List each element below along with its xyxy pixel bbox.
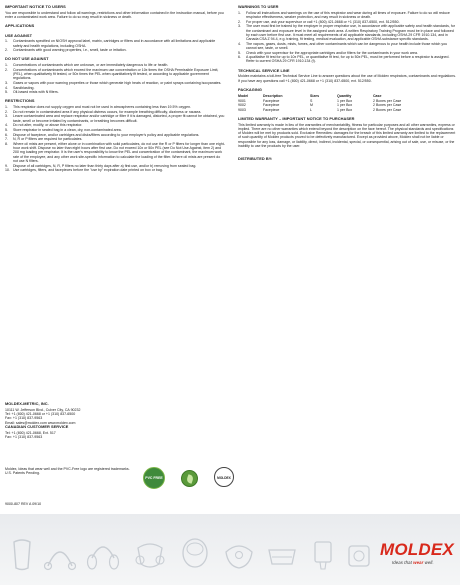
- customer-service-heading: CANADIAN CUSTOMER SERVICE: [5, 423, 69, 429]
- table-cell: 2 Boxes per Case: [373, 99, 402, 104]
- folded-respirator-icon: [266, 538, 298, 572]
- list-item: 4. Do not alter, modify, or abuse this respirator.: [5, 123, 83, 128]
- dispenser-icon: [310, 538, 336, 572]
- packaging-table: [238, 94, 423, 112]
- table-cell: Facepiece: [263, 107, 280, 112]
- filter-cartridge-icon: [344, 538, 374, 572]
- list-item: 4. Sandblasting.: [5, 85, 35, 90]
- column-header: Model: [238, 94, 249, 99]
- list-item: 1. Follow all instructions and warnings on the use of this respirator and wear during all times of exposure. Failure to do so will reduce respirator effectiveness, weaker protection, and may result in sickness or death.: [238, 10, 450, 19]
- list-item: 3. The user must first be trained by the employer in proper respirator use, in accordance with applicable safety and health standards, for the contaminant and exposure level in the assigned work area. A written Respiratory Training Program must be in place and followed by each user before first use. It must meet all requirements of all applicable standards, including OSHA 29 CFR 1910.134, and in Canada CSA Z 94.4, e.g. training, fit testing, medical evaluation, and applicable OSHA substance specific standards.: [238, 24, 455, 42]
- service-text: Moldex maintains a toll-free Technical Service Line to answer questions about the use of Moldex respirators, contaminants and regulations. If you have any questions call +1 (800) 421-0668 or +1 (310) 837-6500, ext. 512/550.: [238, 74, 456, 83]
- customer-service-fax: Fax: +1 (310) 837-9563: [5, 434, 43, 439]
- column-header: Case: [373, 94, 382, 99]
- list-item: 2. Contaminants with good warning properties, i.e., smell, taste or irritation.: [5, 48, 127, 53]
- list-item: 3. Leave contaminated area and replace respirator and/or cartridge or filter if it is damaged, distorted, a proper fit cannot be obtained, you taste, smell or become irritated by contaminants, or breathing becomes difficult.: [5, 114, 225, 123]
- table-cell: 9002: [238, 103, 246, 108]
- company-fax: Fax: +1 (310) 837-9563: [5, 416, 43, 421]
- trademark-text: Moldex, Ideas that wear well and the PVC-Free logo are registered trademarks. U.S. Patents Pending.: [5, 467, 130, 476]
- packaging-heading: PACKAGING: [238, 86, 262, 92]
- list-item: 10. Use cartridges, filters, and facepieces before the "use by" expiration date printed on box or bag.: [5, 168, 163, 173]
- list-item: 6. A qualitative fit test for up to 10x PEL, or quantitative fit test, for up to 50x PEL, must be performed before a respirator is assigned. Refer to current OSHA 29 CFR 1910.134 (f).: [238, 55, 450, 64]
- table-cell: L: [310, 107, 312, 112]
- warranty-heading: LIMITED WARRANTY – IMPORTANT NOTICE TO PURCHASER: [238, 115, 355, 121]
- pvc-free-seal: PVC FREE: [143, 467, 165, 489]
- moldex-brand: [380, 541, 458, 581]
- banded-earplug-icon: [44, 538, 76, 572]
- service-heading: TECHNICAL SERVICE LINE: [238, 67, 290, 73]
- table-cell: 9001: [238, 99, 246, 104]
- notice-text: You are responsible to understand and follow all warnings, restrictions and other information contained in the instruction manual, before you enter a contaminated work area. Failure to do so may result in sickness or death.: [5, 10, 224, 19]
- list-item: 8. Where oil mists are present, either alone or in combination with solid particulates, do not use the R or P filters for longer than one eight-hour work shift. Dispose no later than eight hours after first use. Do not exceed 10x or 50x PEL (see Do Not Use Against, item 2) and 200 mg loading per respirator. It is the user's responsibility to know the PEL and concentration of the contaminant, the maximum work rate of the employee, and any other work site-specific information to calculate the loading of the filter. Where oil mists are present do not use N filters.: [5, 141, 225, 163]
- list-item: 6. Dispose of facepiece, and/or cartridges and disks/filters according to your employer's policy and applicable regulations.: [5, 132, 200, 137]
- table-cell: 1 per Box: [337, 103, 353, 108]
- applications-heading: APPLICATIONS: [5, 23, 35, 29]
- list-item: 5. Oil-based mists with N filters.: [5, 90, 59, 95]
- notice-heading: IMPORTANT NOTICE TO USERS: [5, 4, 66, 9]
- warranty-text: This limited warranty is made in lieu of the warranties of merchantability, fitness for particular purposes and all other warranties, express or implied. There are no other warranties which extend beyond the description on the face hereof. The physical standards and specifications of Moldex will be met by products sold. Exclusive Remedies: damages for the breach of this limited warranty are limited to the replacement of such quantity of Moldex products proved to be defectively manufactured. Except as provided above, Moldex shall not be liable or responsible for any loss, damage, or liability, direct, indirect, incidental, special, or consequential, arising out of sale, use, or misuse, or the inability to use the products by the user.: [238, 122, 456, 148]
- brand-tagline: Ideas that wear well.: [392, 560, 434, 565]
- moldex-seal: MOLDEX: [214, 467, 234, 487]
- do-not-use-heading: DO NOT USE AGAINST: [5, 56, 49, 62]
- list-item: 2. For proper use, ask your supervisor or call +1 (800) 421-0668 or +1 (310) 837-6500, ext. 512/550.: [238, 19, 400, 24]
- trademark-row: [5, 467, 235, 507]
- list-item: 7. N, R or P filters are required for particulates.: [5, 137, 83, 142]
- left-column: [5, 5, 225, 173]
- table-row: [238, 108, 423, 112]
- list-item: 4. The vapors, gases, dusts, mists, fumes, and other contaminants which can be dangerous to your health include those which you cannot see, taste, or smell.: [238, 41, 448, 50]
- do-not-use-list: [5, 63, 225, 94]
- list-item: 3. Gases or vapors with poor warning properties or those which generate high heats of reaction, or paint sprays containing isocyanates.: [5, 80, 222, 85]
- full-face-mask-icon: [178, 538, 212, 572]
- restrictions-list: [5, 105, 225, 172]
- use-against-list: [5, 39, 225, 52]
- list-item: 1. This respirator does not supply oxygen and must not be used in atmospheres containing less than 19.5% oxygen.: [5, 105, 192, 110]
- customer-service-tel: Tel: +1 (800) 421-0668, Ext. 517: [5, 430, 56, 435]
- list-item: 1. Concentrations of contaminants which are unknown, or are immediately dangerous to life or health.: [5, 63, 169, 68]
- warnings-list: [238, 11, 456, 64]
- list-item: 2. Concentrations of contaminants which exceed the maximum use concentration or 10x times the OSHA Permissible Exposure Limit, (PEL), when qualitatively fit tested, or 50x times the PEL when quantitatively fit tested, or according to applicable government regulations.: [5, 67, 219, 81]
- table-cell: 1 per Box: [337, 99, 353, 104]
- column-header: Description: [263, 94, 283, 99]
- restrictions-heading: RESTRICTIONS: [5, 98, 35, 104]
- company-tel: Tel: +1 (800) 421-0668 or +1 (310) 837-6500: [5, 412, 76, 416]
- company-email: Email: sales@moldex.com www.moldex.com: [5, 420, 76, 425]
- document-code: 9000-807 REV A 09/10: [5, 502, 42, 506]
- company-name: MOLDEX-METRIC, INC.: [5, 401, 49, 406]
- table-cell: 9003: [238, 107, 246, 112]
- disposable-respirator-icon: [222, 538, 256, 572]
- half-mask-icon: [132, 538, 168, 572]
- column-header: Sizes: [310, 94, 320, 99]
- column-header: Quantity: [337, 94, 352, 99]
- table-cell: 2 Boxes per Case: [373, 103, 402, 108]
- moldex-logo: MOLDEX: [380, 540, 454, 559]
- company-address: 10111 W. Jefferson Blvd., Culver City, CA 90232: [5, 407, 81, 412]
- right-column: [238, 5, 456, 163]
- table-cell: M: [310, 103, 313, 108]
- table-cell: 2 Boxes per Case: [373, 107, 402, 112]
- use-against-heading: USE AGAINST: [5, 32, 32, 38]
- earplug-icon: [8, 538, 36, 572]
- table-cell: S: [310, 99, 313, 104]
- list-item: 9. Dispose of all cartridges, N, R, P filters no later than thirty days after a) first use, and/or b) removing from sealed bag.: [5, 163, 197, 168]
- list-item: 5. Store respirator in sealed bag in a clean, dry, non-contaminated area.: [5, 128, 122, 133]
- table-cell: 1 per Box: [337, 107, 353, 112]
- warnings-heading: WARNINGS TO USER: [238, 4, 279, 9]
- table-cell: Facepiece: [263, 103, 280, 108]
- distributed-by-heading: DISTRIBUTED BY:: [238, 156, 273, 162]
- green-leaf-seal: [181, 470, 198, 487]
- leaf-icon: [186, 474, 194, 484]
- earmuff-icon: [86, 538, 120, 572]
- company-contact: [5, 402, 225, 439]
- list-item: 1. Contaminants specified on NIOSH approval label, matrix, cartridges or filters and in accordance with all limitations and applicable safety and health regulations, including OSHA.: [5, 39, 216, 48]
- table-cell: Facepiece: [263, 99, 280, 104]
- list-item: 5. Check with your supervisor for the appropriate cartridges and/or filters for the contaminants in your work area.: [238, 50, 418, 55]
- list-item: 2. Do not remain in contaminated area if any physical distress occurs, for example breathing difficulty, dizziness or nausea.: [5, 109, 202, 114]
